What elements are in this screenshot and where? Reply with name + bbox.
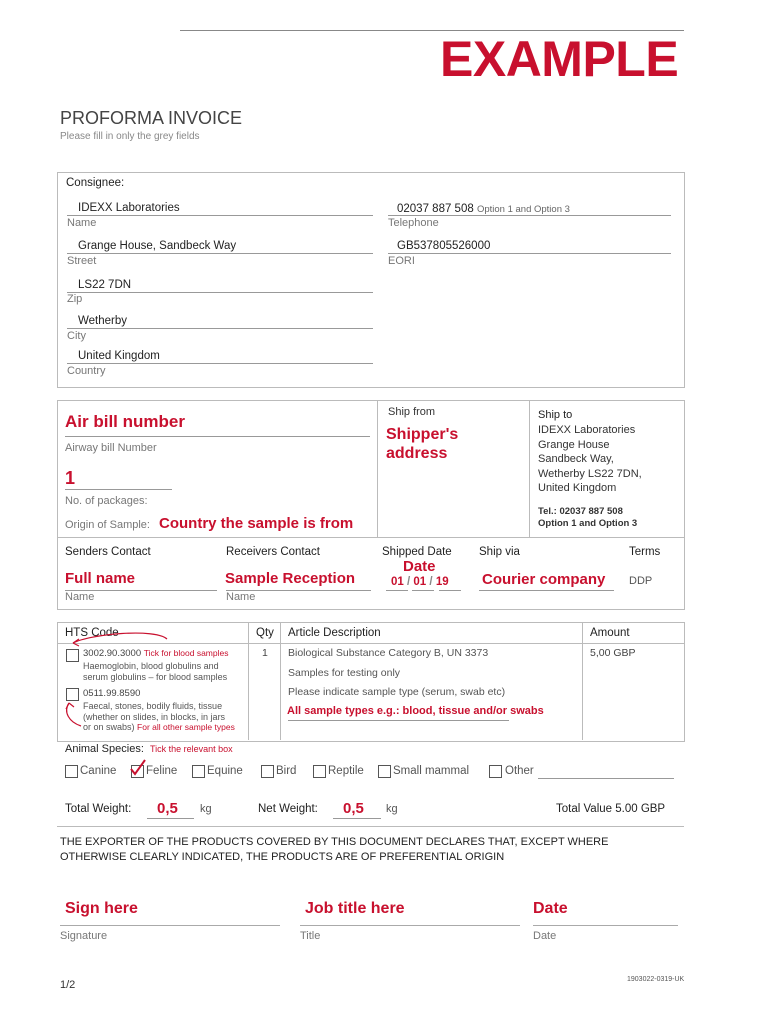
checkbox-reptile[interactable] xyxy=(313,765,326,778)
example-watermark: EXAMPLE xyxy=(440,31,679,87)
ship-from-hint-2[interactable]: address xyxy=(386,445,448,462)
hts1-desc-line-1: Haemoglobin, blood globulins and xyxy=(83,661,219,671)
ship-to-tel: Tel.: 02037 887 508 xyxy=(538,506,623,517)
ship-from-hint-1[interactable]: Shipper's xyxy=(386,426,459,443)
label-bird: Bird xyxy=(276,765,297,777)
net-weight-value[interactable]: 0,5 xyxy=(343,800,364,817)
receivers-contact-label: Receivers Contact xyxy=(226,546,320,558)
checkbox-small-mammal[interactable] xyxy=(378,765,391,778)
declaration-line-1: THE EXPORTER OF THE PRODUCTS COVERED BY THIS DOCUMENT DECLARES THAT, EXCEPT WHERE xyxy=(60,836,609,848)
col-amount: Amount xyxy=(590,627,630,639)
title-line xyxy=(300,925,520,926)
date-month-line xyxy=(412,590,434,591)
eori-label: EORI xyxy=(388,255,415,267)
title-label: Title xyxy=(300,930,321,942)
net-weight-label: Net Weight: xyxy=(258,803,318,815)
consignee-eori-value[interactable]: GB537805526000 xyxy=(397,240,491,252)
date-month: 01 xyxy=(413,576,427,588)
qty-value[interactable]: 1 xyxy=(262,647,268,659)
consignee-city-value[interactable]: Wetherby xyxy=(78,315,128,327)
ship-to-line: United Kingdom xyxy=(538,482,617,494)
city-label: City xyxy=(67,330,86,342)
total-value: Total Value 5.00 GBP xyxy=(556,803,666,815)
signature-line xyxy=(60,925,280,926)
items-divider-qty xyxy=(280,622,281,740)
origin-label: Origin of Sample: xyxy=(65,519,150,531)
shipment-row-divider xyxy=(57,537,684,538)
checkbox-canine[interactable] xyxy=(65,765,78,778)
date-year: 19 xyxy=(435,576,449,588)
shipped-date-label: Shipped Date xyxy=(382,546,452,558)
packages-line xyxy=(65,489,172,490)
consignee-name-value[interactable]: IDEXX Laboratories xyxy=(78,202,180,214)
checkbox-bird[interactable] xyxy=(261,765,274,778)
hts1-tick-hint: Tick for blood samples xyxy=(143,648,229,658)
total-weight-label: Total Weight: xyxy=(65,803,132,815)
checkbox-equine[interactable] xyxy=(192,765,205,778)
desc-line xyxy=(288,720,509,721)
shipment-divider-2 xyxy=(529,400,530,537)
country-line xyxy=(67,363,373,364)
items-divider-desc xyxy=(582,622,583,740)
consignee-zip-value[interactable]: LS22 7DN xyxy=(78,279,132,291)
checkbox-other[interactable] xyxy=(489,765,502,778)
hts2-desc-line-2: (whether on slides, in blocks, in jars xyxy=(83,712,226,722)
label-equine: Equine xyxy=(207,765,243,777)
terms-label: Terms xyxy=(629,546,661,558)
desc-line-3: Please indicate sample type (serum, swab etc) xyxy=(288,686,506,698)
consignee-heading: Consignee: xyxy=(66,177,125,189)
signature-hint[interactable]: Sign here xyxy=(65,900,138,917)
shipment-divider-1 xyxy=(377,400,378,537)
net-weight-line xyxy=(333,818,381,819)
label-feline: Feline xyxy=(146,765,178,777)
telephone-label: Telephone xyxy=(388,217,439,229)
total-weight-line xyxy=(147,818,194,819)
signature-date-line xyxy=(533,925,678,926)
consignee-country-value[interactable]: United Kingdom xyxy=(78,350,160,362)
page-number: 1/2 xyxy=(60,979,76,991)
hts2-desc-line-1: Faecal, stones, bodily fluids, tissue xyxy=(83,701,223,711)
ship-to-line: Wetherby LS22 7DN, xyxy=(538,467,642,480)
species-row xyxy=(65,743,233,755)
arrow-head xyxy=(73,639,79,646)
weights-bottom-rule xyxy=(57,826,684,827)
telephone-value: 02037 887 508 xyxy=(397,203,474,215)
declaration-line-2: OTHERWISE CLEARLY INDICATED, THE PRODUCTS ARE OF PREFERENTIAL ORIGIN xyxy=(60,851,505,863)
desc-line-1: Biological Substance Category B, UN 3373 xyxy=(288,647,489,659)
signature-date-label: Date xyxy=(533,930,557,942)
hts1-code-value: 3002.90.3000 xyxy=(83,648,142,659)
amount-value[interactable]: 5,00 GBP xyxy=(590,647,636,659)
origin-hint[interactable]: Country the sample is from xyxy=(159,515,354,532)
ship-to-line: Sandbeck Way, xyxy=(538,453,614,465)
country-label: Country xyxy=(67,365,106,377)
street-line xyxy=(67,253,373,254)
ship-to-line: Grange House xyxy=(538,438,610,451)
ship-to-label: Ship to xyxy=(538,409,573,421)
consignee-name-line xyxy=(67,215,373,216)
check-mark-icon xyxy=(129,758,147,778)
label-reptile: Reptile xyxy=(328,765,364,777)
label-canine: Canine xyxy=(80,765,117,777)
senders-name-label: Name xyxy=(65,591,95,603)
eori-line xyxy=(388,253,671,254)
senders-contact-hint[interactable]: Full name xyxy=(65,570,136,587)
packages-label: No. of packages: xyxy=(65,495,148,507)
hint-arrows xyxy=(55,630,185,740)
consignee-telephone-field[interactable] xyxy=(397,203,570,215)
other-species-line[interactable] xyxy=(538,778,674,779)
airbill-label: Airway bill Number xyxy=(65,442,157,454)
job-title-hint[interactable]: Job title here xyxy=(305,900,405,917)
col-qty: Qty xyxy=(256,627,274,639)
signature-label: Signature xyxy=(60,930,108,942)
total-weight-unit: kg xyxy=(200,803,212,815)
terms-value: DDP xyxy=(629,575,653,587)
desc-line-2: Samples for testing only xyxy=(288,667,401,679)
hts2-hint: For all other sample types xyxy=(137,722,235,732)
page-subtitle: Please fill in only the grey fields xyxy=(60,131,200,142)
arrow-curve xyxy=(73,633,167,643)
net-weight-unit: kg xyxy=(386,803,398,815)
ship-from-label: Ship from xyxy=(388,406,436,418)
species-label: Animal Species: xyxy=(65,743,144,755)
ship-via-line xyxy=(479,590,614,591)
telephone-options: Option 1 and Option 3 xyxy=(476,204,570,215)
airbill-line xyxy=(65,436,370,437)
receivers-contact-hint[interactable]: Sample Reception xyxy=(225,570,356,587)
date-day: 01 xyxy=(391,576,404,588)
signature-date-hint[interactable]: Date xyxy=(533,900,568,917)
desc-sample-type-hint[interactable]: All sample types e.g.: blood, tissue and/or swabs xyxy=(287,705,544,717)
hts1-desc-line-2: serum globulins – for blood samples xyxy=(83,672,228,682)
page-title: PROFORMA INVOICE xyxy=(60,108,243,128)
shipped-date-value[interactable] xyxy=(391,576,449,588)
date-separator: / xyxy=(407,576,411,588)
zip-line xyxy=(67,292,373,293)
label-small-mammal: Small mammal xyxy=(393,765,470,777)
col-hts-code: HTS Code xyxy=(65,627,119,639)
total-weight-value[interactable]: 0,5 xyxy=(157,800,178,817)
ship-to-options: Option 1 and Option 3 xyxy=(538,518,638,529)
hts2-desc-end: or on swabs) xyxy=(83,722,135,732)
species-hint: Tick the relevant box xyxy=(149,744,233,754)
date-separator: / xyxy=(429,576,433,588)
city-line xyxy=(67,328,373,329)
zip-label: Zip xyxy=(67,293,83,305)
ship-via-hint[interactable]: Courier company xyxy=(482,571,606,588)
consignee-name-label: Name xyxy=(67,217,97,229)
ship-via-label: Ship via xyxy=(479,546,520,558)
hts2-code: 0511.99.8590 xyxy=(83,688,141,699)
ship-to-address xyxy=(538,423,642,496)
street-label: Street xyxy=(67,255,97,267)
consignee-street-value[interactable]: Grange House, Sandbeck Way xyxy=(78,240,237,252)
label-other: Other xyxy=(505,765,534,777)
telephone-line xyxy=(388,215,671,216)
shipped-date-hint[interactable]: Date xyxy=(403,558,436,575)
senders-contact-label: Senders Contact xyxy=(65,546,151,558)
date-year-line xyxy=(439,590,461,591)
col-article-description: Article Description xyxy=(288,627,381,639)
date-day-line xyxy=(386,590,408,591)
items-divider-hts xyxy=(248,622,249,740)
receivers-name-label: Name xyxy=(226,591,256,603)
packages-value[interactable]: 1 xyxy=(65,468,76,488)
document-code: 1903022-0319-UK xyxy=(627,976,685,983)
ship-to-line: IDEXX Laboratories xyxy=(538,424,636,436)
airbill-hint[interactable]: Air bill number xyxy=(65,412,185,431)
